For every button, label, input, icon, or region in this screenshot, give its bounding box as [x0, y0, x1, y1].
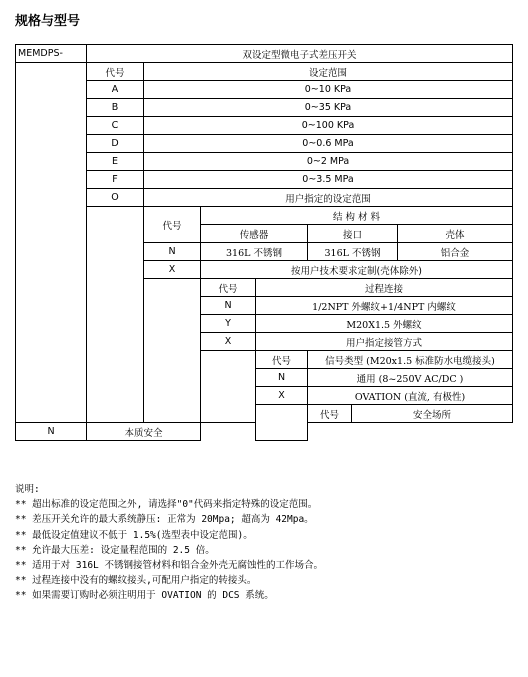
- range-value: 0~0.6 MPa: [144, 135, 513, 153]
- signal-title: 信号类型 (M20x1.5 标准防水电缆接头): [308, 351, 513, 369]
- connection-value: M20X1.5 外螺纹: [256, 315, 513, 333]
- table-row: [16, 171, 513, 189]
- empty-cell: [87, 207, 144, 423]
- range-code: F: [87, 171, 144, 189]
- signal-value: 通用 (8~250V AC/DC ): [308, 369, 513, 387]
- note-item: ** 最低设定值建议不低于 1.5%(选型表中设定范围)。: [15, 529, 253, 541]
- material-port: 316L 不锈钢: [308, 243, 398, 261]
- table-row: [16, 99, 513, 117]
- signal-code-header: 代号: [256, 351, 308, 369]
- material-col-housing: 壳体: [398, 225, 513, 243]
- note-item: ** 过程连接中没有的螺纹接头,可配用户指定的转接头。: [15, 575, 257, 587]
- material-housing: 铝合金: [398, 243, 513, 261]
- range-value: 0~3.5 MPa: [144, 171, 513, 189]
- range-code: D: [87, 135, 144, 153]
- note-item: ** 允许最大压差: 设定量程范围的 2.5 倍。: [15, 544, 215, 556]
- empty-cell: [256, 405, 308, 441]
- range-code: O: [87, 189, 144, 207]
- material-col-port: 接口: [308, 225, 398, 243]
- range-code: B: [87, 99, 144, 117]
- table-row: [16, 189, 513, 207]
- model-prefix: MEMDPS-: [16, 45, 87, 63]
- connection-code: Y: [201, 315, 256, 333]
- table-row: [16, 135, 513, 153]
- table-row: [16, 81, 513, 99]
- connection-code-header: 代号: [201, 279, 256, 297]
- material-title: 结 构 材 料: [201, 207, 513, 225]
- material-code-header: 代号: [144, 207, 201, 243]
- note-item: ** 差压开关允许的最大系统静压: 正常为 20Mpa; 超高为 42Mpa。: [15, 514, 314, 526]
- notes-title: 说明:: [15, 484, 40, 495]
- table-row: [16, 207, 513, 225]
- safety-code: N: [16, 423, 87, 441]
- notes-section: [15, 482, 515, 604]
- range-value: 0~100 KPa: [144, 117, 513, 135]
- safety-title: 安全场所: [352, 405, 513, 423]
- model-selection-table: [15, 44, 513, 441]
- note-item: ** 适用于对 316L 不锈钢接管材料和铝合金外壳无腐蚀性的工作场合。: [15, 560, 323, 572]
- product-name: 双设定型微电子式差压开关: [87, 45, 513, 63]
- connection-code: X: [201, 333, 256, 351]
- signal-code: X: [256, 387, 308, 405]
- range-value: 用户指定的设定范围: [144, 189, 513, 207]
- safety-code-header: 代号: [308, 405, 352, 423]
- connection-value: 1/2NPT 外螺纹+1/4NPT 内螺纹: [256, 297, 513, 315]
- note-item: ** 如果需要订购时必须注明用于 OVATION 的 DCS 系统。: [15, 590, 274, 602]
- safety-value: 本质安全: [87, 423, 201, 441]
- range-title: 设定范围: [144, 63, 513, 81]
- material-col-sensor: 传感器: [201, 225, 308, 243]
- connection-title: 过程连接: [256, 279, 513, 297]
- material-code: X: [144, 261, 201, 279]
- range-code: C: [87, 117, 144, 135]
- table-row: [16, 153, 513, 171]
- connection-code: N: [201, 297, 256, 315]
- connection-value: 用户指定接管方式: [256, 333, 513, 351]
- material-custom: 按用户技术要求定制(壳体除外): [201, 261, 513, 279]
- range-value: 0~10 KPa: [144, 81, 513, 99]
- table-row: [16, 63, 513, 81]
- empty-cell: [144, 279, 201, 423]
- range-code: A: [87, 81, 144, 99]
- signal-value: OVATION (直流, 有极性): [308, 387, 513, 405]
- empty-cell: [201, 351, 256, 423]
- signal-code: N: [256, 369, 308, 387]
- note-item: ** 超出标准的设定范围之外, 请选择"0"代码来指定特殊的设定范围。: [15, 499, 318, 511]
- range-value: 0~35 KPa: [144, 99, 513, 117]
- table-row: [16, 45, 513, 63]
- range-code: E: [87, 153, 144, 171]
- empty-cell: [16, 63, 87, 423]
- page-heading: 规格与型号: [15, 14, 81, 29]
- range-code-header: 代号: [87, 63, 144, 81]
- range-value: 0~2 MPa: [144, 153, 513, 171]
- table-row: [16, 117, 513, 135]
- material-sensor: 316L 不锈钢: [201, 243, 308, 261]
- material-code: N: [144, 243, 201, 261]
